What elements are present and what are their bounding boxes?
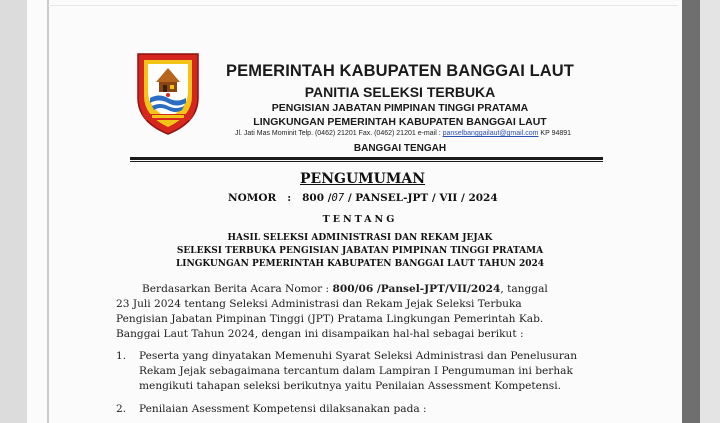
paragraph-1-line-3: Pengisian Jabatan Pimpinan Tinggi (JPT) Pratama Lingkungan Pemerintah Kab. <box>116 313 544 325</box>
nomor-prefix: 800 / <box>302 192 332 204</box>
nomor-suffix: / PANSEL-JPT / VII / 2024 <box>347 192 498 204</box>
email-link[interactable]: panselbanggailaut@gmail.com <box>442 130 539 137</box>
list-item-1-number: 1. <box>116 350 127 362</box>
letterhead-divider-thin <box>130 161 603 162</box>
paragraph-1-line-1 <box>142 283 548 295</box>
nomor-separator: : <box>287 192 292 204</box>
list-item-1-line-3: mengikuti tahapan seleksi berikutnya yaitu Penilaian Assessment Kompetensi. <box>139 380 561 392</box>
announcement-title: PENGUMUMAN <box>300 171 426 187</box>
list-item-1-line-1: Peserta yang dinyatakan Memenuhi Syarat Seleksi Administrasi dan Penelusuran <box>139 350 578 362</box>
nomor-handwritten: 07 <box>331 192 345 204</box>
letterhead-address <box>188 130 618 137</box>
paragraph-1-tail: , tanggal <box>500 283 548 295</box>
letterhead-position-line: PENGISIAN JABATAN PIMPINAN TINGGI PRATAMA <box>271 102 529 114</box>
subject-line-2: SELEKSI TERBUKA PENGISIAN JABATAN PIMPINAN TINGGI PRATAMA <box>176 246 544 256</box>
subject-line-1: HASIL SELEKSI ADMINISTRASI DAN REKAM JEJAK <box>227 233 493 243</box>
paragraph-1-line-4: Banggai Laut Tahun 2024, dengan ini disampaikan hal-hal sebagai berikut : <box>116 328 524 340</box>
announcement-number <box>228 192 528 204</box>
postal-code: KP 94891 <box>540 130 572 137</box>
paragraph-1-lead: Berdasarkan Berita Acara Nomor : <box>142 283 333 295</box>
list-item-2-number: 2. <box>116 403 127 415</box>
letterhead-divider <box>130 157 603 160</box>
page-edge <box>47 0 49 423</box>
paragraph-1-line-2: 23 Juli 2024 tentang Seleksi Administrasi dan Rekam Jejak Seleksi Terbuka <box>116 298 522 310</box>
tentang-heading: TENTANG <box>322 214 398 225</box>
letterhead-committee-name: PANITIA SELEKSI TERBUKA <box>304 84 496 100</box>
viewer-background-right <box>700 0 720 423</box>
berita-acara-number: 800/06 /Pansel-JPT/VII/2024 <box>332 283 501 295</box>
subject-line-3: LINGKUNGAN PEMERINTAH KABUPATEN BANGGAI LAUT TAHUN 2024 <box>175 259 545 269</box>
letterhead-city: BANGGAI TENGAH <box>353 143 447 154</box>
address-text: Jl. Jati Mas Mominit Telp. (0462) 21201 Fax. (0462) 21201 e-mail : <box>234 130 441 137</box>
viewer-background-left <box>0 0 27 423</box>
nomor-label: NOMOR <box>228 192 277 204</box>
letterhead-environment-line: LINGKUNGAN PEMERINTAH KABUPATEN BANGGAI LAUT <box>253 116 547 128</box>
letterhead-government-name: PEMERINTAH KABUPATEN BANGGAI LAUT <box>226 62 574 80</box>
page-top-edge <box>48 5 678 6</box>
list-item-2-line-1: Penilaian Asessment Kompetensi dilaksanakan pada : <box>139 403 427 415</box>
list-item-1-line-2: Rekam Jejak sebagaimana tercantum dalam Lampiran I Pengumuman ini berhak <box>139 365 573 377</box>
